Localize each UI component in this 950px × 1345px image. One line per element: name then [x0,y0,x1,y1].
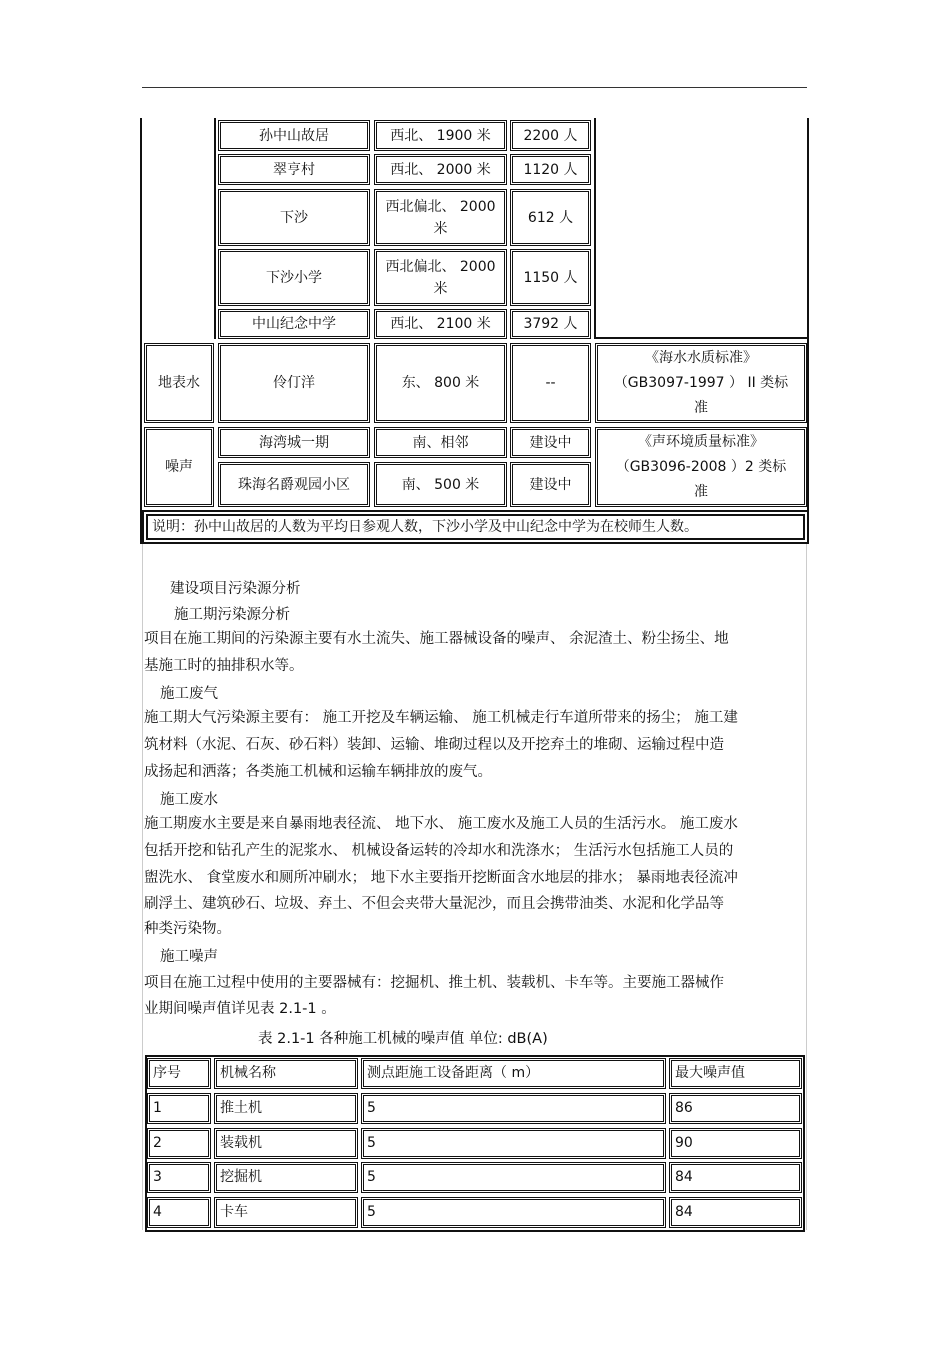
header-rule [142,87,807,88]
paragraph-line: 项目在施工期间的污染源主要有水土流失、施工器械设备的噪声、 余泥渣土、粉尘扬尘、地 [144,631,729,647]
paragraph-line: 种类污染物。 [144,921,231,937]
section-heading: 建设项目污染源分析 [170,581,301,597]
target-name: 珠海名爵观园小区 [218,462,370,507]
table-note: 说明：孙中山故居的人数为平均日参观人数，下沙小学及中山纪念中学为在校师生人数。 [146,514,805,540]
table-cell: 84 [669,1162,802,1193]
target-name: 下沙小学 [218,249,370,306]
target-count: -- [510,343,591,423]
paragraph-line: 项目在施工过程中使用的主要器械有：挖掘机、推土机、装载机、卡车等。主要施工器械作 [144,975,724,991]
table-caption: 表 2.1-1 各种施工机械的噪声值 单位: dB(A) [258,1031,548,1047]
target-name: 下沙 [218,189,370,246]
heading-noise: 施工噪声 [160,949,218,965]
direction-line: 西北偏北、 2000 [385,258,496,275]
target-name: 海湾城一期 [218,427,370,458]
paragraph-line: 施工期废水主要是来自暴雨地表径流、 地下水、 施工废水及施工人员的生活污水。 施工废水 [144,816,738,832]
target-direction: 西北、 2100 米 [374,309,507,339]
target-name: 孙中山故居 [218,120,370,151]
standard-line: （GB3096-2008 ）2 类标 [615,458,787,475]
direction-line: 米 [433,220,448,237]
table-cell: 推土机 [214,1093,358,1124]
table1-left-column [142,118,216,339]
header-cell: 测点距施工设备距离（ m） [361,1058,666,1089]
standard-line: 《海水水质标准》 [645,349,757,366]
table-cell: 3 [147,1162,211,1193]
heading-exhaust: 施工废气 [160,686,218,702]
target-count: 612 人 [510,189,591,246]
standard-line: （GB3097-1997 ） II 类标 [613,374,789,391]
table-cell: 5 [361,1128,666,1159]
direction-line: 米 [433,280,448,297]
target-count: 3792 人 [510,309,591,339]
target-count: 1120 人 [510,154,591,185]
paragraph-line: 包括开挖和钻孔产生的泥浆水、 机械设备运转的冷却水和洗涤水； 生活污水包括施工人员的 [144,843,734,859]
target-name: 翠亨村 [218,154,370,185]
target-name: 中山纪念中学 [218,309,370,339]
target-direction: 西北、 1900 米 [374,120,507,151]
header-cell: 最大噪声值 [669,1058,802,1089]
target-direction: 南、 500 米 [374,462,507,507]
table-cell: 2 [147,1128,211,1159]
noise-standard [595,427,807,507]
water-standard [595,343,807,423]
table-cell: 86 [669,1093,802,1124]
standard-line: 准 [694,483,708,500]
paragraph-line: 筑材料（水泥、石灰、砂石料）装卸、运输、堆砌过程以及开挖弃土的堆砌、运输过程中造 [144,737,724,753]
category-noise: 噪声 [144,427,214,507]
table-cell: 挖掘机 [214,1162,358,1193]
table-cell: 装载机 [214,1128,358,1159]
target-count: 1150 人 [510,249,591,306]
table-cell: 1 [147,1093,211,1124]
target-name: 伶仃洋 [218,343,370,423]
paragraph-line: 基施工时的抽排积水等。 [144,658,304,674]
heading-wastewater: 施工废水 [160,792,218,808]
table1-std-column [594,118,807,339]
category-surface-water: 地表水 [144,343,214,423]
target-direction: 东、 800 米 [374,343,507,423]
table-cell: 5 [361,1162,666,1193]
table-cell: 4 [147,1197,211,1228]
subsection-heading: 施工期污染源分析 [174,607,290,623]
target-direction: 南、相邻 [374,427,507,458]
table-cell: 5 [361,1197,666,1228]
paragraph-line: 成扬起和洒落；各类施工机械和运输车辆排放的废气。 [144,764,492,780]
table-cell: 84 [669,1197,802,1228]
table-cell: 卡车 [214,1197,358,1228]
paragraph-line: 业期间噪声值详见表 2.1-1 。 [144,1001,336,1017]
target-direction [374,249,507,306]
standard-line: 《声环境质量标准》 [638,433,764,450]
paragraph-line: 盥洗水、 食堂废水和厕所冲刷水； 地下水主要指开挖断面含水地层的排水； 暴雨地表径流冲 [144,870,738,886]
paragraph-line: 施工期大气污染源主要有： 施工开挖及车辆运输、 施工机械走行车道所带来的扬尘； 施工建 [144,710,738,726]
direction-line: 西北偏北、 2000 [385,198,496,215]
table-cell: 90 [669,1128,802,1159]
header-cell: 机械名称 [214,1058,358,1089]
paragraph-line: 刷浮土、建筑砂石、垃圾、弃土、不但会夹带大量泥沙，而且会携带油类、水泥和化学品等 [144,896,724,912]
header-cell: 序号 [147,1058,211,1089]
target-count: 建设中 [510,427,591,458]
target-direction [374,189,507,246]
target-count: 2200 人 [510,120,591,151]
table-cell: 5 [361,1093,666,1124]
target-direction: 西北、 2000 米 [374,154,507,185]
target-count: 建设中 [510,462,591,507]
standard-line: 准 [694,399,708,416]
